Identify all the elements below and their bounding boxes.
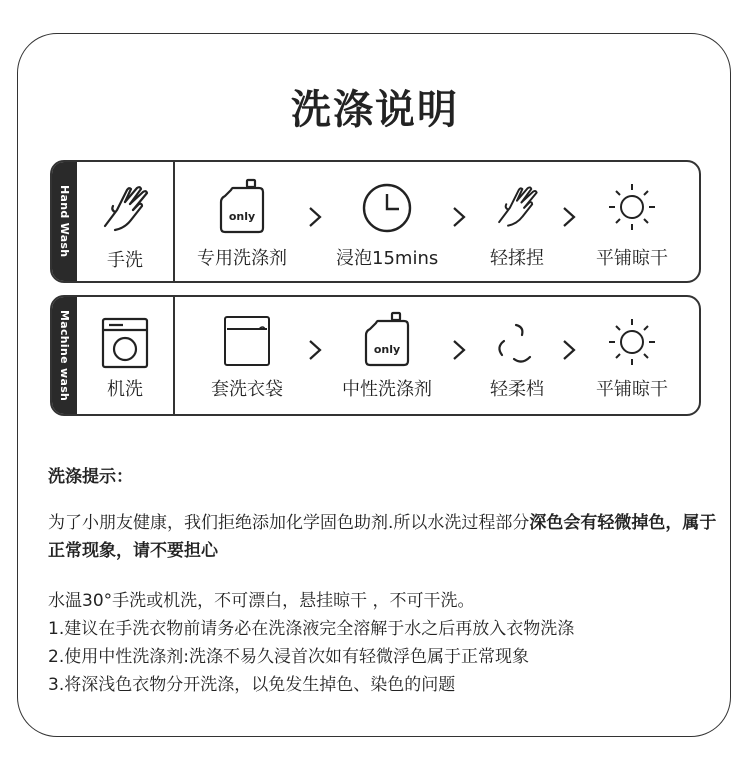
tips-line-4: 3.将深浅色衣物分开洗涤，以免发生掉色、染色的问题 [48, 675, 456, 695]
sun-icon [607, 182, 657, 232]
hand-step-detergent [192, 162, 292, 281]
tips-heading: 洗涤提示： [48, 467, 133, 487]
machine-wash-main [77, 297, 173, 414]
machine-divider [173, 297, 175, 414]
hand-step-dry [582, 162, 682, 281]
hand-step-label-2: 浸泡15mins [336, 248, 439, 269]
machine-wash-tab-label: Machine wash [58, 309, 71, 402]
laundry-bag-icon [223, 315, 271, 367]
tips-paragraph-1-normal: 为了小朋友健康，我们拒绝添加化学固色助剂.所以水洗过程部分 [48, 513, 530, 533]
hand-wash-row [50, 160, 701, 283]
svg-text:only: only [373, 343, 401, 356]
hand-icon [97, 180, 153, 236]
chevron-right-icon [562, 339, 576, 361]
machine-wash-label: 机洗 [107, 379, 143, 400]
detergent-bottle-icon [362, 311, 412, 367]
hand-step-knead [472, 162, 562, 281]
machine-step-gentle [472, 297, 562, 414]
hand-divider [173, 162, 175, 281]
sun-icon [607, 317, 657, 367]
tips-line-3: 2.使用中性洗涤剂:洗涤不易久浸首次如有轻微浮色属于正常现象 [48, 647, 529, 667]
chevron-right-icon [308, 206, 322, 228]
machine-step-label-3: 轻柔档 [490, 379, 544, 400]
hand-step-label-1: 专用洗涤剂 [197, 248, 287, 269]
chevron-right-icon [452, 206, 466, 228]
hand-step-label-3: 轻揉捏 [490, 248, 544, 269]
chevron-right-icon [308, 339, 322, 361]
chevron-right-icon [562, 206, 576, 228]
gentle-cycle-icon [492, 319, 542, 369]
tips-paragraph-1-bold: 深色会有轻微掉色，属于正常现象，请不要担心 [48, 513, 717, 561]
clock-icon [361, 182, 413, 234]
hand-step-soak [332, 162, 442, 281]
hand-wash-tab-label: Hand Wash [58, 185, 71, 258]
machine-wash-tab [52, 297, 77, 414]
hand-wash-main [77, 162, 173, 281]
hand-icon [492, 180, 542, 232]
machine-step-dry [582, 297, 682, 414]
machine-wash-row [50, 295, 701, 416]
chevron-right-icon [452, 339, 466, 361]
detergent-bottle-icon [217, 178, 267, 234]
tips-line-1: 水温30°手洗或机洗，不可漂白，悬挂晾干 ，不可干洗。 [48, 591, 475, 611]
machine-step-label-4: 平铺晾干 [596, 379, 668, 400]
hand-wash-label: 手洗 [107, 250, 143, 271]
svg-text:only: only [228, 210, 256, 223]
machine-step-label-2: 中性洗涤剂 [342, 379, 432, 400]
hand-step-label-4: 平铺晾干 [596, 248, 668, 269]
tips-line-2: 1.建议在手洗衣物前请务必在洗涤液完全溶解于水之后再放入衣物洗涤 [48, 619, 575, 639]
washing-machine-icon [101, 317, 149, 369]
machine-step-bag [202, 297, 292, 414]
page-title: 洗涤说明 [291, 87, 459, 133]
machine-step-label-1: 套洗衣袋 [211, 379, 283, 400]
tips-paragraph-1 [48, 509, 718, 565]
machine-step-detergent [332, 297, 442, 414]
hand-wash-tab [52, 162, 77, 281]
